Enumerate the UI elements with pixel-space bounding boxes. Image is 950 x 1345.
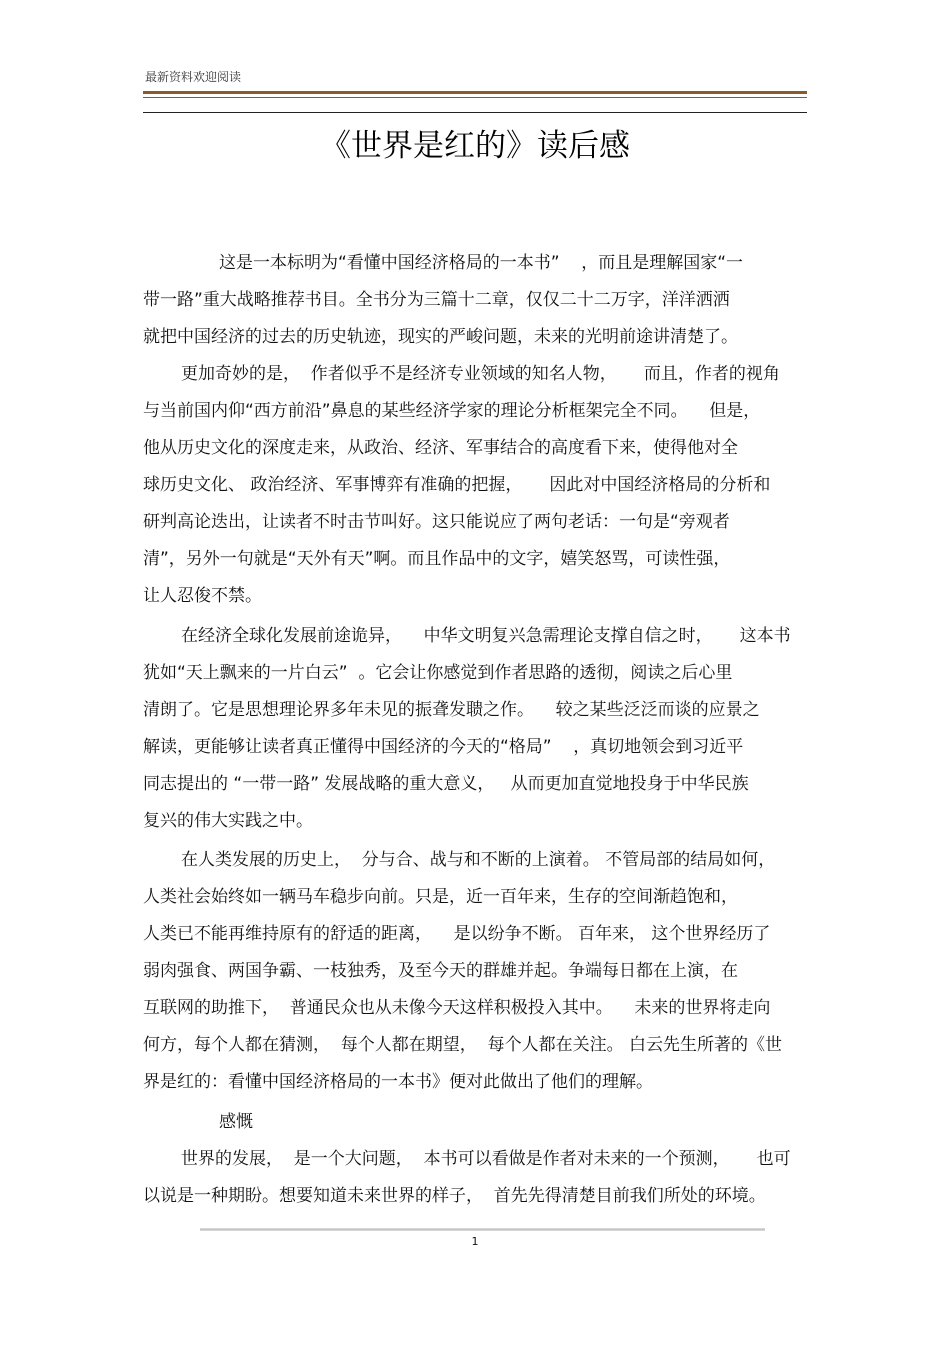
body-line: 清朗了。它是思想理论界多年未见的振聋发聩之作。 较之某些泛泛而谈的应景之 [143,700,760,720]
page-number: 1 [471,1235,479,1248]
header-underline [143,112,807,113]
body-line: 弱肉强食、两国争霸、一枝独秀，及至今天的群雄并起。争端每日都在上演，在 [143,961,738,981]
body-line: 复兴的伟大实践之中。 [143,811,313,831]
document-title: 《世界是红的》读后感 [320,128,630,164]
body-line: 球历史文化、 政治经济、军事博弈有准确的把握， 因此对中国经济格局的分析和 [143,475,771,495]
body-line: 何方，每个人都在猜测， 每个人都在期望， 每个人都在关注。 白云先生所著的《世 [143,1035,783,1055]
body-line: 在经济全球化发展前途诡异， 中华文明复兴急需理论支撑自信之时， 这本书 [181,626,791,646]
header-rule [143,91,807,94]
footer-rule [200,1228,765,1231]
body-line: 互联网的助推下， 普通民众也从未像今天这样积极投入其中。 未来的世界将走向 [143,998,771,1018]
body-line: 在人类发展的历史上， 分与合、战与和不断的上演着。 不管局部的结局如何， [181,850,776,870]
body-line: 人类社会始终如一辆马车稳步向前。只是，近一百年来，生存的空间渐趋饱和， [143,887,738,907]
body-line: 清”，另外一句就是“天外有天”啊。而且作品中的文字，嬉笑怒骂，可读性强， [143,549,731,569]
body-line: 研判高论迭出，让读者不时击节叫好。这只能说应了两句老话：一句是“旁观者 [143,512,730,532]
body-line: 以说是一种期盼。想要知道未来世界的样子， 首先先得清楚目前我们所处的环境。 [143,1186,766,1206]
body-line: 人类已不能再维持原有的舒适的距离， 是以纷争不断。 百年来， 这个世界经历了 [143,924,771,944]
body-line: 与当前国内仰“西方前沿”鼻息的某些经济学家的理论分析框架完全不同。 但是， [143,401,761,421]
body-line: 他从历史文化的深度走来，从政治、经济、军事结合的高度看下来，使得他对全 [143,438,738,458]
body-line: 犹如“天上飘来的一片白云” 。它会让你感觉到作者思路的透彻，阅读之后心里 [143,663,733,683]
body-line: 这是一本标明为“看懂中国经济格局的一本书” ，而且是理解国家“一 [219,253,744,273]
body-line: 带一路”重大战略推荐书目。全书分为三篇十二章，仅仅二十二万字，洋洋洒洒 [143,290,730,310]
body-line: 就把中国经济的过去的历史轨迹，现实的严峻问题，未来的光明前途讲清楚了。 [143,327,738,347]
body-line: 更加奇妙的是， 作者似乎不是经济专业领域的知名人物， 而且，作者的视角 [181,364,780,384]
body-line: 同志提出的 “一带一路” 发展战略的重大意义， 从而更加直觉地投身于中华民族 [143,774,749,794]
body-line: 世界的发展， 是一个大问题， 本书可以看做是作者对未来的一个预测， 也可 [181,1149,791,1169]
section-heading: 感慨 [219,1112,253,1132]
header-label: 最新资料欢迎阅读 [145,70,242,84]
header-rule-thin [143,97,807,98]
body-line: 让人忍俊不禁。 [143,586,262,606]
body-line: 界是红的：看懂中国经济格局的一本书》便对此做出了他们的理解。 [143,1072,653,1092]
body-line: 解读，更能够让读者真正懂得中国经济的今天的“格局” ，真切地领会到习近平 [143,737,744,757]
